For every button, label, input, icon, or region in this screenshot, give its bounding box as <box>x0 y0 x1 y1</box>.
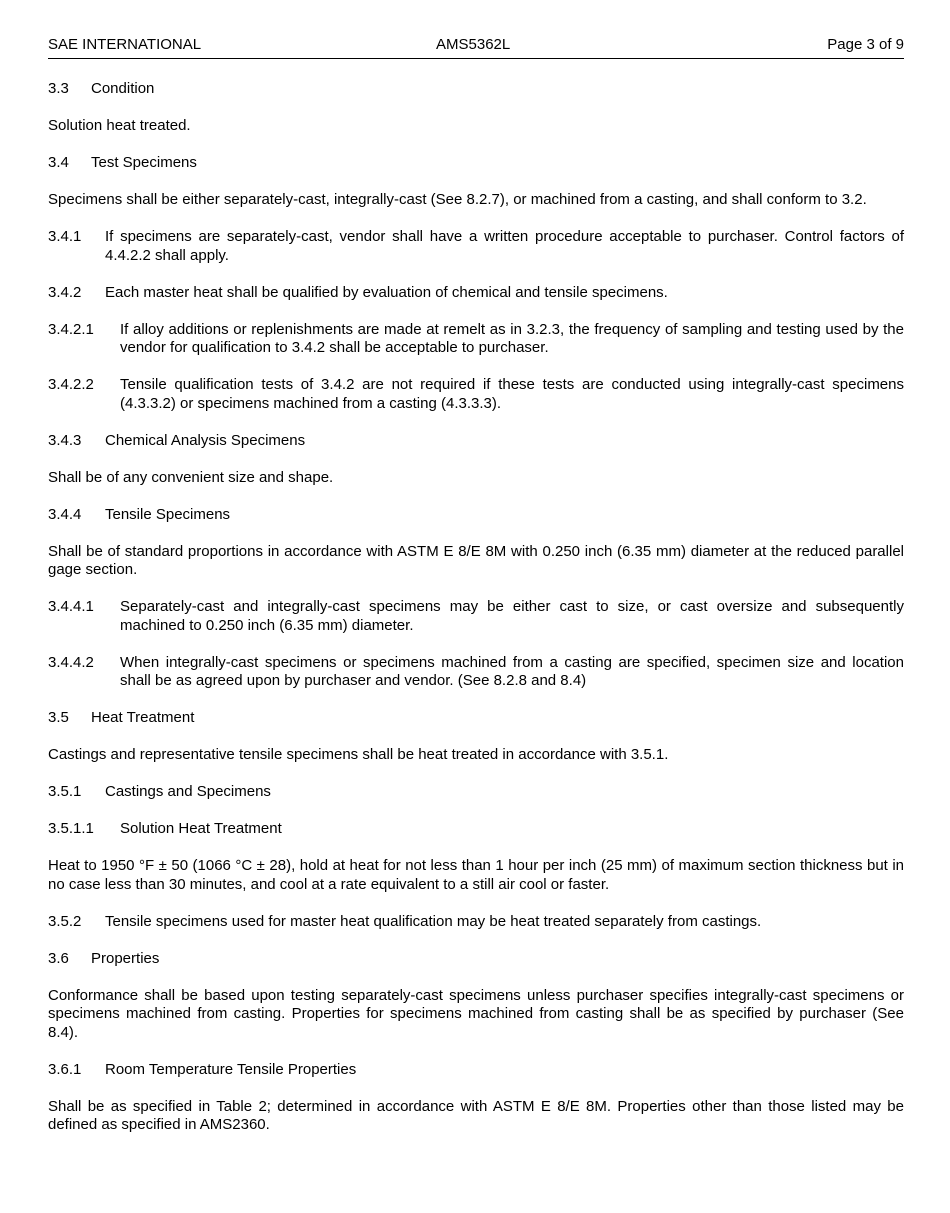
section-number: 3.6.1 <box>48 1060 82 1078</box>
section-number: 3.3 <box>48 80 69 97</box>
section-text: If alloy additions or replenishments are made at remelt as in 3.2.3, the frequency of sampling and testing used by the vendor for qualification to 3.4.2 shall be acceptable to purchaser. <box>120 320 904 356</box>
section-title: Condition <box>91 80 155 97</box>
section-text: If specimens are separately-cast, vendor shall have a written procedure acceptable to purchaser. Control factors of 4.4.2.2 shall apply. <box>105 228 904 264</box>
section-text-3-5-1-1: Heat to 1950 °F ± 50 (1066 °C ± 28), hold at heat for not less than 1 hour per inch (25 mm) of maximum section thickness but in no case less than 30 minutes, and cool at a rate equivalent to a still air cool or faster. <box>48 857 904 893</box>
section-number: 3.5 <box>48 709 69 726</box>
section-text-3-3: Solution heat treated. <box>48 117 191 134</box>
section-text: Each master heat shall be qualified by evaluation of chemical and tensile specimens. <box>105 283 668 301</box>
section-title: Tensile Specimens <box>105 505 231 523</box>
section-title: Castings and Specimens <box>105 783 271 800</box>
section-number: 3.4.2.2 <box>48 376 94 393</box>
section-text: Tensile qualification tests of 3.4.2 are not required if these tests are conducted using integrally-cast specimens (4.3.3.2) or specimens machined from a casting (4.3.3.3). <box>120 376 904 412</box>
section-title: Room Temperature Tensile Properties <box>105 1060 357 1078</box>
section-text-3-6-1: Shall be as specified in Table 2; determined in accordance with ASTM E 8/E 8M. Properties other than those listed may be defined as specified in AMS2360. <box>48 1097 904 1133</box>
section-heading-3-4-4 <box>48 506 904 525</box>
section-number: 3.4.1 <box>48 228 82 245</box>
section-3-4-1 <box>48 228 904 265</box>
section-title: Chemical Analysis Specimens <box>105 431 306 449</box>
document-body <box>48 80 904 1135</box>
section-heading-3-6 <box>48 950 904 969</box>
section-heading-3-5 <box>48 709 904 728</box>
header-page-number: Page 3 of 9 <box>827 36 904 53</box>
section-heading-3-3 <box>48 80 904 99</box>
section-number: 3.5.2 <box>48 912 82 930</box>
section-text-3-4-3: Shall be of any convenient size and shape. <box>48 468 334 486</box>
section-heading-3-5-1 <box>48 783 904 802</box>
section-number: 3.4 <box>48 154 69 171</box>
section-number: 3.4.4 <box>48 505 82 523</box>
section-3-4-2-1 <box>48 321 904 358</box>
section-heading-3-4 <box>48 154 904 173</box>
section-number: 3.4.4.1 <box>48 598 94 615</box>
section-heading-3-4-3 <box>48 432 904 451</box>
section-3-4-2 <box>48 284 904 303</box>
section-number: 3.5.1.1 <box>48 820 94 837</box>
section-number: 3.4.2 <box>48 283 82 301</box>
section-title: Heat Treatment <box>91 709 195 726</box>
section-text: Separately-cast and integrally-cast specimens may be either cast to size, or cast oversize and subsequently machined to 0.250 inch (6.35 mm) diameter. <box>120 598 904 634</box>
section-text-3-4-4: Shall be of standard proportions in accordance with ASTM E 8/E 8M with 0.250 inch (6.35 mm) diameter at the reduced parallel gage section. <box>48 542 904 578</box>
section-text-3-5: Castings and representative tensile specimens shall be heat treated in accordance with 3.5.1. <box>48 746 669 763</box>
section-heading-3-5-1-1 <box>48 820 904 839</box>
section-number: 3.4.2.1 <box>48 320 94 338</box>
header-organization: SAE INTERNATIONAL <box>48 36 202 53</box>
section-text-3-4: Specimens shall be either separately-cast, integrally-cast (See 8.2.7), or machined from a casting, and shall conform to 3.2. <box>48 191 867 208</box>
section-title: Test Specimens <box>91 154 197 171</box>
page-header <box>48 34 904 59</box>
section-3-5-2 <box>48 913 904 932</box>
section-text-3-6: Conformance shall be based upon testing separately-cast specimens unless purchaser specifies integrally-cast specimens or specimens machined from casting. Properties for specimens machined from casting shall be as specified by purchaser (See 8.4). <box>48 986 904 1041</box>
section-text: When integrally-cast specimens or specimens machined from a casting are specified, specimen size and location shall be as agreed upon by purchaser and vendor. (See 8.2.8 and 8.4) <box>120 653 904 689</box>
section-3-4-2-2 <box>48 376 904 413</box>
section-title: Properties <box>91 949 160 967</box>
section-number: 3.4.4.2 <box>48 653 94 671</box>
section-heading-3-6-1 <box>48 1061 904 1080</box>
section-3-4-4-2 <box>48 654 904 691</box>
section-text: Tensile specimens used for master heat qualification may be heat treated separately from castings. <box>105 912 762 930</box>
header-document-number: AMS5362L <box>436 36 511 53</box>
section-number: 3.4.3 <box>48 431 82 449</box>
section-title: Solution Heat Treatment <box>120 820 282 837</box>
section-number: 3.6 <box>48 949 69 967</box>
section-3-4-4-1 <box>48 598 904 635</box>
section-number: 3.5.1 <box>48 783 82 800</box>
